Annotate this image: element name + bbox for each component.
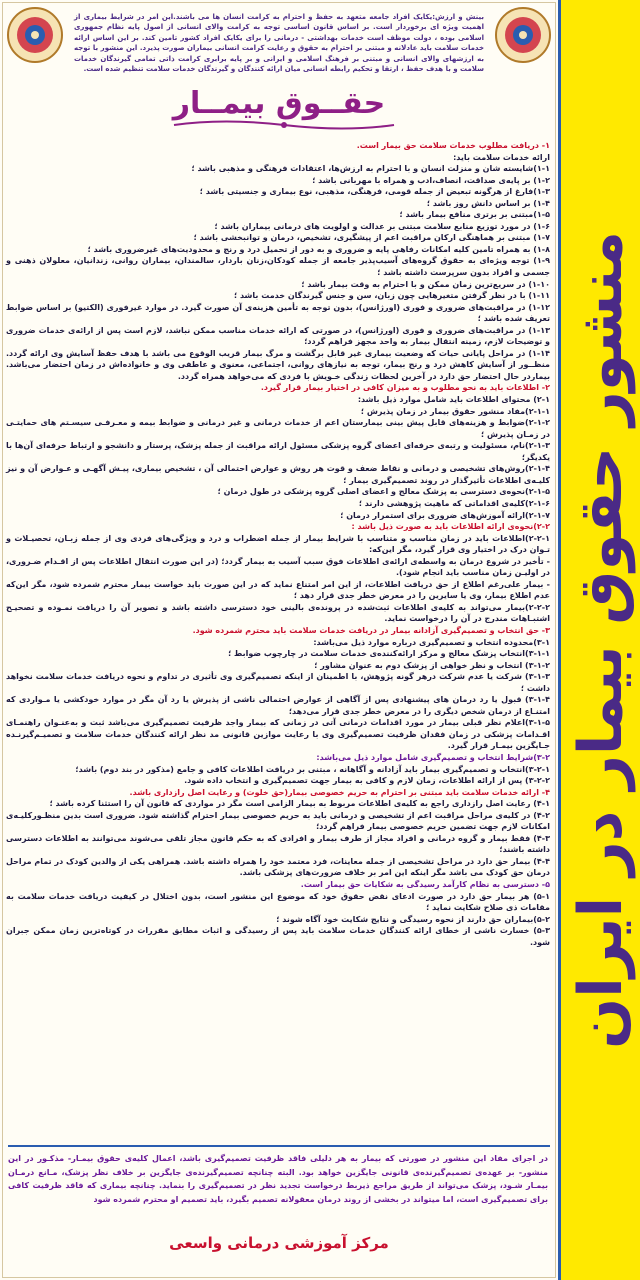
clause-text: ۱-۱۳) در مراقبت‌های ضروری و فوری (اورژانس)، در صورتی که ارائه خدمات مناسب ممکن نباشد، لازم است پس از ارائه‌ی خدمات ضروری و توضیحات لازم، زمینه انتقال بیمار به واحد مجهز فراهم گردد؛: [6, 325, 550, 347]
clause-text: ۲-۱-۵)نحوه‌ی دسترسی به پزشک معالج و اعضای اصلی گروه پزشکی در طول درمان ؛: [217, 487, 550, 497]
section-heading: ۲-۲)نحوه‌ی ارائه اطلاعات باید به صورت ذیل باشد :: [351, 522, 550, 532]
clause-text: - بیمار علی‌رغم اطلاع از حق دریافت اطلاعات، از این امر امتناع نماید که در این صورت باید خواست بیمار محترم شمرده شود، مگر این‌که عدم اطلاع بیمار، وی یا سایرین را در معرض خطر جدی قرار دهد ؛: [6, 579, 550, 601]
clause-text: - تأخیر در شروع درمان به واسطه‌ی ارائه‌ی اطلاعات فوق سبب آسیب به بیمار گردد؛ (در این صورت انتقال اطلاعات پس از اقـدام ضـروری، در اولیـن زمان مناسب باید انجام شود).: [6, 556, 550, 578]
clause-text: ۵-۳) خسارت ناشی از خطای ارائه کنندگان خدمات سلامت باید پس از رسیدگی و اثبات مطابق مقررات در کوتاه‌ترین زمان ممکن جبران شود.: [6, 926, 550, 947]
section-heading: ۳-۲)شرایط انتخاب و تصمیم‌گیری شامل موارد ذیل می‌باشد:: [316, 752, 550, 762]
clause-text: ۲-۱) محتوای اطلاعات باید شامل موارد ذیل باشد:: [357, 395, 550, 405]
clause-text: ۲-۱-۷)ارائه آموزش‌های ضروری برای استمرار درمان ؛: [340, 510, 550, 520]
section-heading: ۲- اطلاعات باید به نحو مطلوب و به میزان کافی در اختیار بیمار قرار گیرد.: [260, 383, 550, 393]
clause-text: ۱-۱)شایسته شان و منزلت انسان و با احترام به ارزش‌ها، اعتقادات فرهنگی و مذهبی باشد ؛: [191, 164, 550, 174]
clause-text: ۳-۲-۲) پس از ارائه اطلاعات، زمان لازم و کافی به بیمار جهت تصمیم‌گیری و انتخاب داده شود.: [184, 776, 550, 786]
clause-text: ۵-۲)بیماران حق دارند از نحوه رسیدگی و نتایج شکایت خود آگاه شوند ؛: [276, 914, 550, 924]
clause-text: ۱-۹) توجه ویژه‌ای به حقوق گروه‌های آسیب‌پذیر جامعه از جمله کودکان،زنان باردار، سالمندان، بیماران روانی، زندانیان، معلولان ذهنی و جسمی و افراد بدون سرپرست داشته باشد ؛: [6, 256, 550, 278]
clause-text: ۴-۳) فقط بیمار و گروه درمانی و افراد مجاز از طرف بیمار و افرادی که به حکم قانون مجاز تلقی می‌شوند می‌توانند به اطلاعات دسترسی داشته باشند؛: [6, 833, 550, 855]
side-banner: [558, 0, 640, 1280]
clause-text: ۳-۱-۳) شرکت یا عدم شرکت درهر گونه پژوهش، با اطمینان از اینکه تصمیم‌گیری وی تأثیری در تداوم و نحوه دریافت خدمات سلامت نخواهد داشت ؛: [6, 672, 550, 693]
clause-text: ۳-۲-۱)انتخاب و تصمیم‌گیری بیمار باید آزادانه و آگاهانه ، مبتنی بر دریافت اطلاعات کافی و جامع (مذکور در بند دوم) باشد؛: [75, 764, 550, 774]
center-signature: مرکز آموزشی درمانی واسعی: [169, 1234, 389, 1252]
ornament-left-icon: [6, 6, 64, 64]
clause-text: ۱-۶) در مورد توزیع منابع سلامت مبتنی بر عدالت و اولویت های درمانی بیماران باشد ؛: [214, 221, 550, 231]
clause-text: ۲-۱-۶)کلیه‌ی اقداماتی که ماهیت پژوهشی دارند ؛: [358, 498, 550, 508]
side-title: منشور حقوق بیمار در ایران: [565, 231, 636, 1049]
clause-text: ۵-۱) هر بیمار حق دارد در صورت ادعای نقض حقوق خود که موضوع این منشور است، بدون اختلال در کیفیت دریافت خدمات سلامت به مقامات ذی صلاح شکایت نماید ؛: [6, 891, 550, 913]
clause-text: ۱-۸) به همراه تامین کلیه امکانات رفاهی پایه و ضروری و به دور از تحمیل درد و رنج و محدودیت‌های غیرضروری باشد ؛: [87, 244, 550, 254]
clause-text: ۳-۱-۲) انتخاب و نظر خواهی از پزشک دوم به عنوان مشاور ؛: [314, 660, 550, 670]
clause-text: ۲-۲-۲)بیمار می‌تواند به کلیه‌ی اطلاعات ثبت‌شده در پرونده‌ی بالینی خود دسترسی داشته باشد و تصویر آن را دریافت نمـوده و تصحیـح اشتبـاهات مندرج در آن را درخواست نماید.: [6, 602, 550, 624]
clause-text: ۳-۱-۱)انتخاب پزشک معالج و مرکز ارائه‌کننده‌ی خدمات سلامت در چارچوب ضوابط ؛: [228, 649, 550, 659]
section-heading: ۵- دسترسی به نظام کارآمد رسیدگی به شکایات حق بیمار است.: [300, 880, 550, 889]
page-title: حقــوق بیمــار: [172, 86, 386, 121]
clause-text: ۴-۲) در کلیه‌ی مراحل مراقبت اعم از تشخیصی و درمانی باید به حریم خصوصی بیمار احترام گذاشته شود. ضروری است بدین منظـورکلیـه‌ی امکانات لازم جهت تضمین حریم خصوصی بیمار فراهم گردد؛: [6, 810, 550, 832]
section-heading: ۳- حق انتخاب و تصمیم‌گیری آزادانه بیمار در دریافت خدمات سلامت باید محترم شمرده شود.: [192, 625, 550, 635]
clause-text: ۲-۱-۴)روش‌های تشخیصی و درمانی و نقاط ضعف و قوت هر روش و عوارض احتمالی آن ، تشخیص بیماری، پیـش آگهـی و عـوارض آن و نیز کلیـه‌ی اطلاعات تأثیرگذار در روند تصمیم‌گیری بیمار ؛: [6, 464, 550, 485]
intro-text: بینش و ارزش:یکایک افراد جامعه متعهد به حفظ و احترام به کرامت انسان ها می باشند.این امر در شرایط بیماری از اهمیت ویژه ای برخوردار است. بر اساس قانون اساسی توجه به کرامت والای انسانی از اصول پایه نظام جمهوری اسلامی بوده ، دولت موظف است خدمات بهداشتی - درمانی را برای یکایک افراد کشور تامین کند. بر این اساس ارائه خدمات سلامت باید عادلانه و مبتنی بر احترام به حقوق و رعایت کرامت انسانی بیماران صورت پذیرد. این منشور با توجه به ارزشهای والای انسانی و مبتنی بر فرهنگ اسلامی و ایرانی و بر پایه برابری کرامت ذاتی تمامی گیرندگان خدمات سلامت و با هدف حفظ ، ارتقا و تحکیم رابطه انسانی میان ارائه کنندگان و گیرندگان خدمات سلامت تنظیم شده است.: [74, 13, 484, 74]
clause-text: ۱-۱۴) در مراحل پایانی حیات که وضعیت بیماری غیر قابل برگشت و مرگ بیمار قریب الوقوع می باشد با هدف حفظ آسایش وی ارائه گردد. منظــور از آسایش کاهش درد و رنج بیمار، توجه به نیازهای روانی، اجتماعی، معنوی و عاطفی وی و خانواده‌اش در زمان احتضار می‌باشد. بیماردر حال احتضار حق دارد در آخرین لحظات زندگی خـویش با فردی که می‌خواهد همراه گردد.: [6, 348, 550, 381]
section-heading: ۱- دریافت مطلوب خدمات سلامت حق بیمار است.: [356, 141, 550, 150]
clause-text: ۱-۵)مبتنی بر برتری منافع بیمار باشد ؛: [399, 210, 550, 220]
clause-text: ۱-۷) مبتنی بر هماهنگی ارکان مراقبت اعم از پیشگیری، تشخیص، درمان و توانبخشی باشد ؛: [193, 233, 550, 243]
clause-text: ۳-۱-۴) قبول یا رد درمان های پیشنهادی پس از آگاهی از عوارض احتمالی ناشی از پذیرش یا رد آن مگر در موارد خودکشی یا مـواردی که امتنـاع از درمان شخص دیگری را در معرض خطر جدی قرار می‌دهد؛: [6, 695, 550, 716]
clause-text: ۱-۱۱) با در نظر گرفتن متغیرهایی چون زبان، سن و جنس گیرندگان خدمت باشد ؛: [233, 291, 550, 301]
header-block: [4, 0, 554, 140]
footer-note: در اجرای مفاد این منشور در صورتی که بیمار به هر دلیلی فاقد ظرفیت تصمیم‌گیری باشد، اعمال کلیه‌ی حقوق بیمـار- مذکـور در این منشور- بر عهده‌ی تصمیم‌گیرنده‌ی قانونی جایگزین خواهد بود. البته چنانچه تصمیم‌گیرنده‌ی جایگزین بر خلاف نظر پزشک، مـانع درمـان بیمـار شـود، پزشک می‌تواند از طریق مراجع ذیربط درخواست تجدید نظر در تصمیم‌گیری را بنماید. چنانچه بیماری که فاقد ظرفیت کافی برای تصمیم‌گیری است، اما میتواند در بخشی از روند درمان معقولانه تصمیم بگیرد، باید تصمیم او محترم شمرده شود: [8, 1154, 548, 1204]
clause-text: ۱-۲) بر پایه‌ی صداقت، انصاف،ادب و همراه با مهربانی باشد ؛: [312, 175, 550, 185]
clause-text: ۳-۱)محدوده انتخاب و تصمیم‌گیری درباره موارد ذیل می‌باشد:: [313, 637, 550, 647]
clause-text: ۲-۱-۱)مفاد منشور حقوق بیمار در زمان پذیرش ؛: [360, 406, 550, 416]
clause-text: ۳-۱-۵)اعلام نظر قبلی بیمار در مورد اقدامات درمانی آتی در زمانی که بیمار واجد ظرفیت تصمیم‌گیری می‌باشد ثبت و به‌عنـوان راهنمـای اقـدامات پزشکی در زمان فقدان ظرفیت تصمیم‌گیری وی با رعایت موازین قانونی مد نظر ارائه کنندگان خدمات سلامت و تصمیـم‌گیرنـده جـایگزین بیمـار قرار گیرد.: [6, 718, 550, 751]
clause-text: ۱-۴) بر اساس دانش روز باشد ؛: [426, 198, 550, 208]
ornament-right-icon: [494, 6, 552, 64]
clause-text: ۲-۱-۲)ضوابط و هزینه‌های قابل پیش بینی بیمارستان اعم از خدمات درمانی و غیر درمانی و ضوابط بیمه و معـرفـی سیسـتم های حمایتـی در زمـان پذیرش ؛: [6, 418, 550, 439]
clause-text: ۱-۳)فارغ از هرگونه تبعیض از جمله قومی، فرهنگی، مذهبی، نوع بیماری و جنسیتی باشد ؛: [199, 187, 550, 197]
title-underline-icon: [164, 118, 404, 132]
clause-text: ارائه خدمات سلامت باید:: [453, 152, 550, 162]
clause-text: ۴-۱) رعایت اصل رازداری راجع به کلیه‌ی اطلاعات مربوط به بیمار الزامی است مگر در مواردی که قانون آن را استثنا کرده باشد ؛: [49, 799, 550, 809]
footer-divider: [8, 1145, 550, 1147]
clause-text: ۴-۴) بیمار حق دارد در مراحل تشخیصی از جمله معاینات، فرد معتمد خود را همراه داشته باشد. همراهی یکی از والدین کودک در تمام مراحل درمان حق کودک می باشد مگر اینکه این امر بر خلاف ضرورت‌های پزشکی باشد.: [6, 856, 550, 878]
section-heading: ۴- ارائه خدمات سلامت باید مبتنی بر احترام به حریم خصوصی بیمار(حق خلوت) و رعایت اصل رازداری باشد.: [129, 787, 550, 797]
clause-text: ۲-۱-۳)نام، مسئولیت و رتبه‌ی حرفه‌ای اعضای گروه پزشکی مسئول ارائه مراقبت از جمله پزشک، پرستار و دانشجو و ارتباط حرفه‌ای آن‌ها با یکدیگر؛: [6, 441, 550, 462]
clause-text: ۲-۲-۱)اطلاعات باید در زمان مناسب و متناسب با شرایط بیمار از جمله اضطراب و درد و ویژگی‌های فردی وی از جمله زبـان، تحصیـلات و تـوان درک در اختیار وی قرار گیرد، مگر این‌که:: [6, 533, 550, 555]
charter-body: [6, 140, 550, 948]
clause-text: ۱-۱۰) در سریع‌ترین زمان ممکن و با احترام به وقت بیمار باشد ؛: [301, 279, 550, 289]
clause-text: ۱-۱۲) در مراقبت‌های ضروری و فوری (اورژانس)، بدون توجه به تأمین هزینه‌ی آن صورت گیرد. در موارد غیرفوری (الکتیو) بر اساس ضوابط تعریف شده باشد ؛: [6, 302, 550, 324]
